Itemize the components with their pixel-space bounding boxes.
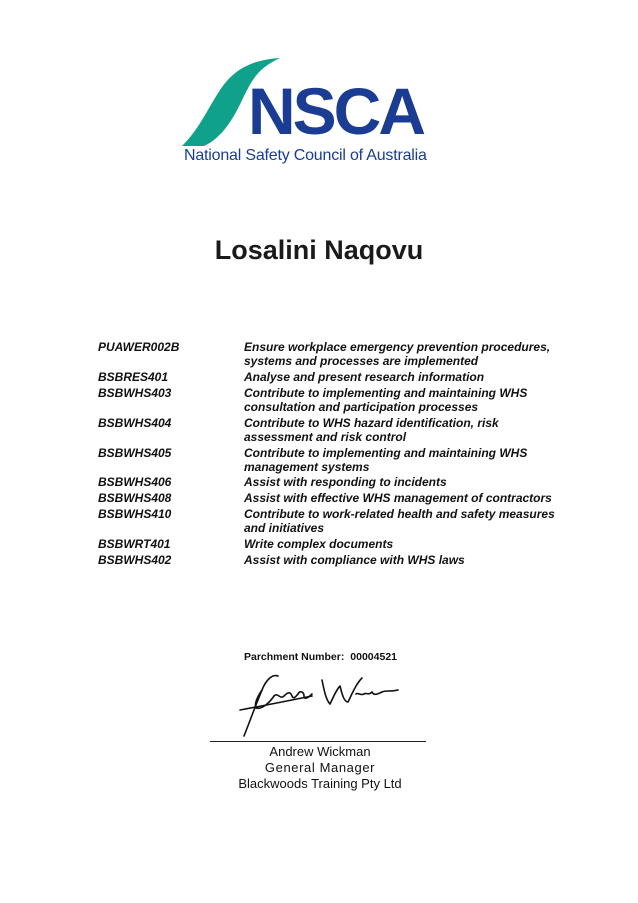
unit-title-line: Ensure workplace emergency prevention procedures, [244, 340, 551, 354]
unit-title [244, 416, 568, 444]
unit-title-line: Contribute to work-related health and safety measures [244, 507, 555, 522]
parchment-number [244, 651, 397, 663]
unit-title-line: Contribute to WHS hazard identification, risk [244, 415, 499, 430]
unit-code: BSBWHS410 [98, 507, 172, 522]
parchment-number-value: 00004521 [350, 651, 397, 663]
nsca-logo [182, 56, 458, 170]
unit-row [98, 537, 568, 551]
logo-subtitle: National Safety Council of Australia [184, 147, 427, 164]
unit-code: BSBRES401 [98, 369, 169, 384]
unit-title-line: Contribute to implementing and maintaining WHS [244, 445, 528, 460]
unit-code: BSBWHS408 [98, 491, 172, 506]
unit-code: PUAWER002B [98, 340, 180, 354]
unit-row [98, 475, 568, 489]
unit-title [244, 386, 568, 414]
signatory-name: Andrew Wickman [269, 744, 371, 759]
signatory-organisation: Blackwoods Training Pty Ltd [238, 776, 402, 791]
unit-title-line: consultation and participation processes [244, 399, 479, 414]
unit-title-line: Write complex documents [244, 537, 394, 552]
unit-title [244, 537, 568, 551]
unit-title-line: Analyse and present research information [244, 369, 485, 384]
unit-code: BSBWHS402 [98, 553, 172, 568]
unit-list [98, 340, 568, 569]
unit-title [244, 370, 568, 384]
unit-row [98, 370, 568, 384]
signatory-block [220, 744, 420, 792]
unit-row [98, 386, 568, 414]
unit-row [98, 491, 568, 505]
unit-title-line: Assist with effective WHS management of contractors [244, 491, 552, 506]
parchment-label: Parchment Number: [244, 651, 345, 663]
unit-row [98, 340, 568, 368]
handwritten-signature [232, 666, 402, 742]
signatory-position: General Manager [264, 760, 376, 775]
unit-title-line: Assist with compliance with WHS laws [244, 553, 465, 568]
unit-row [98, 553, 568, 567]
unit-title [244, 475, 568, 489]
unit-row [98, 507, 568, 535]
signature-line [210, 741, 426, 742]
recipient-name: Losalini Naqovu [214, 235, 424, 265]
unit-title-line: and initiatives [244, 521, 325, 536]
unit-row [98, 446, 568, 474]
unit-title [244, 340, 568, 368]
logo-wordmark: NSCA [248, 74, 424, 148]
unit-code: BSBWHS406 [98, 475, 172, 490]
unit-title-line: systems and processes are implemented [244, 354, 479, 368]
unit-code: BSBWHS405 [98, 445, 172, 460]
unit-title-line: management systems [244, 459, 370, 474]
unit-title [244, 553, 568, 567]
unit-title-line: Contribute to implementing and maintaining WHS [244, 385, 528, 400]
unit-title [244, 446, 568, 474]
unit-code: BSBWHS404 [98, 415, 172, 430]
unit-title [244, 507, 568, 535]
unit-code: BSBWRT401 [98, 537, 171, 552]
unit-title-line: Assist with responding to incidents [244, 475, 447, 490]
unit-code: BSBWHS403 [98, 385, 172, 400]
unit-title-line: assessment and risk control [244, 429, 407, 444]
unit-row [98, 416, 568, 444]
unit-title [244, 491, 568, 505]
